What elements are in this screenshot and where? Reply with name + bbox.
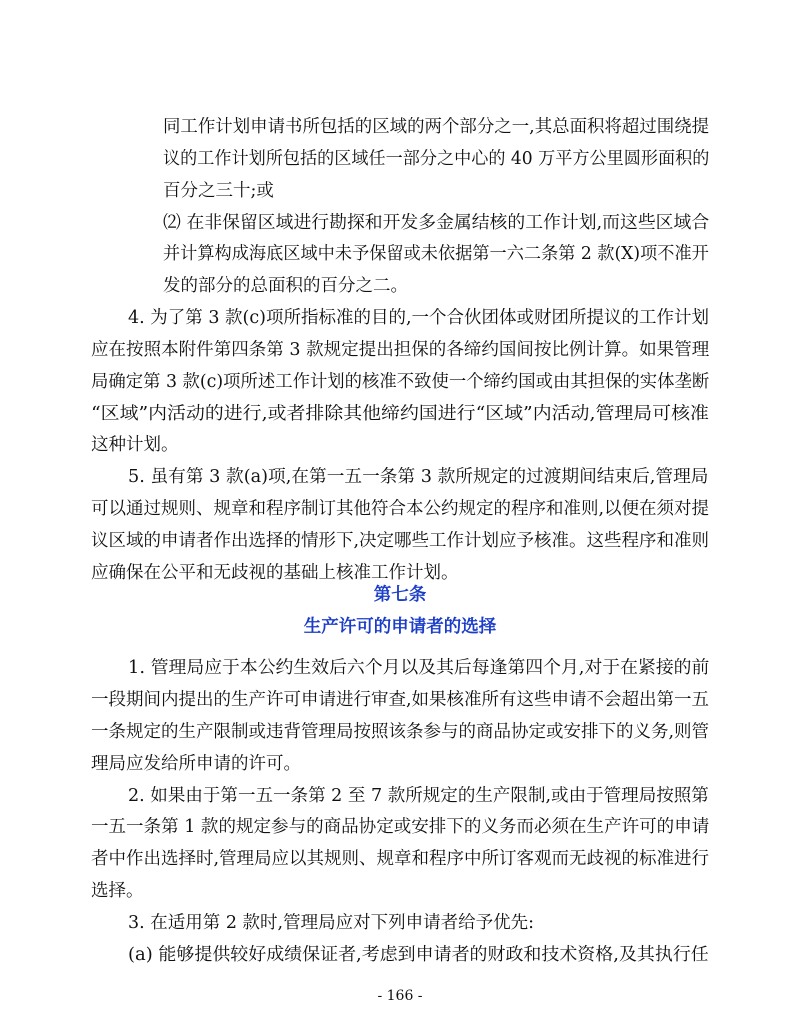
text-line-8: 应在按照本附件第四条第 3 款规定提出担保的各缔约国间按比例计算。如果管理 xyxy=(91,340,710,360)
text-line-2: 议的工作计划所包括的区域任一部分之中心的 40 万平方公里圆形面积的 xyxy=(163,149,710,169)
text-line-6: 发的部分的总面积的百分之二。 xyxy=(163,276,408,296)
text-line-1: 同工作计划申请书所包括的区域的两个部分之一,其总面积将超过围绕提 xyxy=(163,117,710,137)
article-title: 生产许可的申请者的选择 xyxy=(303,617,497,637)
text-line-19: 理局应发给所申请的许可。 xyxy=(91,754,301,774)
text-line-18: 一条规定的生产限制或违背管理局按照该条参与的商品协定或安排下的义务,则管 xyxy=(91,722,710,742)
text-line-24: 3. 在适用第 2 款时,管理局应对下列申请者给予优先: xyxy=(128,913,534,933)
text-line-4: ⑵ 在非保留区域进行勘探和开发多金属结核的工作计划,而这些区域合 xyxy=(163,213,710,233)
text-line-23: 选择。 xyxy=(91,881,144,901)
text-line-16: 1. 管理局应于本公约生效后六个月以及其后每逢第四个月,对于在紧接的前 xyxy=(128,658,710,678)
text-line-25: (a) 能够提供较好成绩保证者,考虑到申请者的财政和技术资格,及其执行任 xyxy=(128,945,709,965)
text-line-7: 4. 为了第 3 款(c)项所指标准的目的,一个合伙团体或财团所提议的工作计划 xyxy=(128,308,710,328)
text-line-12: 5. 虽有第 3 款(a)项,在第一五一条第 3 款所规定的过渡期间结束后,管理局 xyxy=(128,467,709,487)
text-line-21: 一五一条第 1 款的规定参与的商品协定或安排下的义务而必须在生产许可的申请 xyxy=(91,817,710,837)
text-line-20: 2. 如果由于第一五一条第 2 至 7 款所规定的生产限制,或由于管理局按照第 xyxy=(128,786,709,806)
article-heading: 第七条 xyxy=(373,585,427,605)
text-line-13: 可以通过规则、规章和程序制订其他符合本公约规定的程序和准则,以便在须对提 xyxy=(91,499,710,519)
text-line-22: 者中作出选择时,管理局应以其规则、规章和程序中所订客观而无歧视的标准进行 xyxy=(91,849,710,869)
text-line-11: 这种计划。 xyxy=(91,435,179,455)
text-line-15: 应确保在公平和无歧视的基础上核准工作计划。 xyxy=(91,563,459,583)
page-number: - 166 - xyxy=(377,988,423,1004)
text-line-3: 百分之三十;或 xyxy=(163,181,274,201)
text-line-5: 并计算构成海底区域中未予保留或未依据第一六二条第 2 款(X)项不准开 xyxy=(163,244,709,264)
text-line-9: 局确定第 3 款(c)项所述工作计划的核准不致使一个缔约国或由其担保的实体垄断 xyxy=(91,372,710,392)
text-line-17: 一段期间内提出的生产许可申请进行审查,如果核准所有这些申请不会超出第一五 xyxy=(91,690,710,710)
text-line-14: 议区域的申请者作出选择的情形下,决定哪些工作计划应予核准。这些程序和准则 xyxy=(91,531,710,551)
text-line-10: “区域”内活动的进行,或者排除其他缔约国进行“区域”内活动,管理局可核准 xyxy=(91,404,709,424)
